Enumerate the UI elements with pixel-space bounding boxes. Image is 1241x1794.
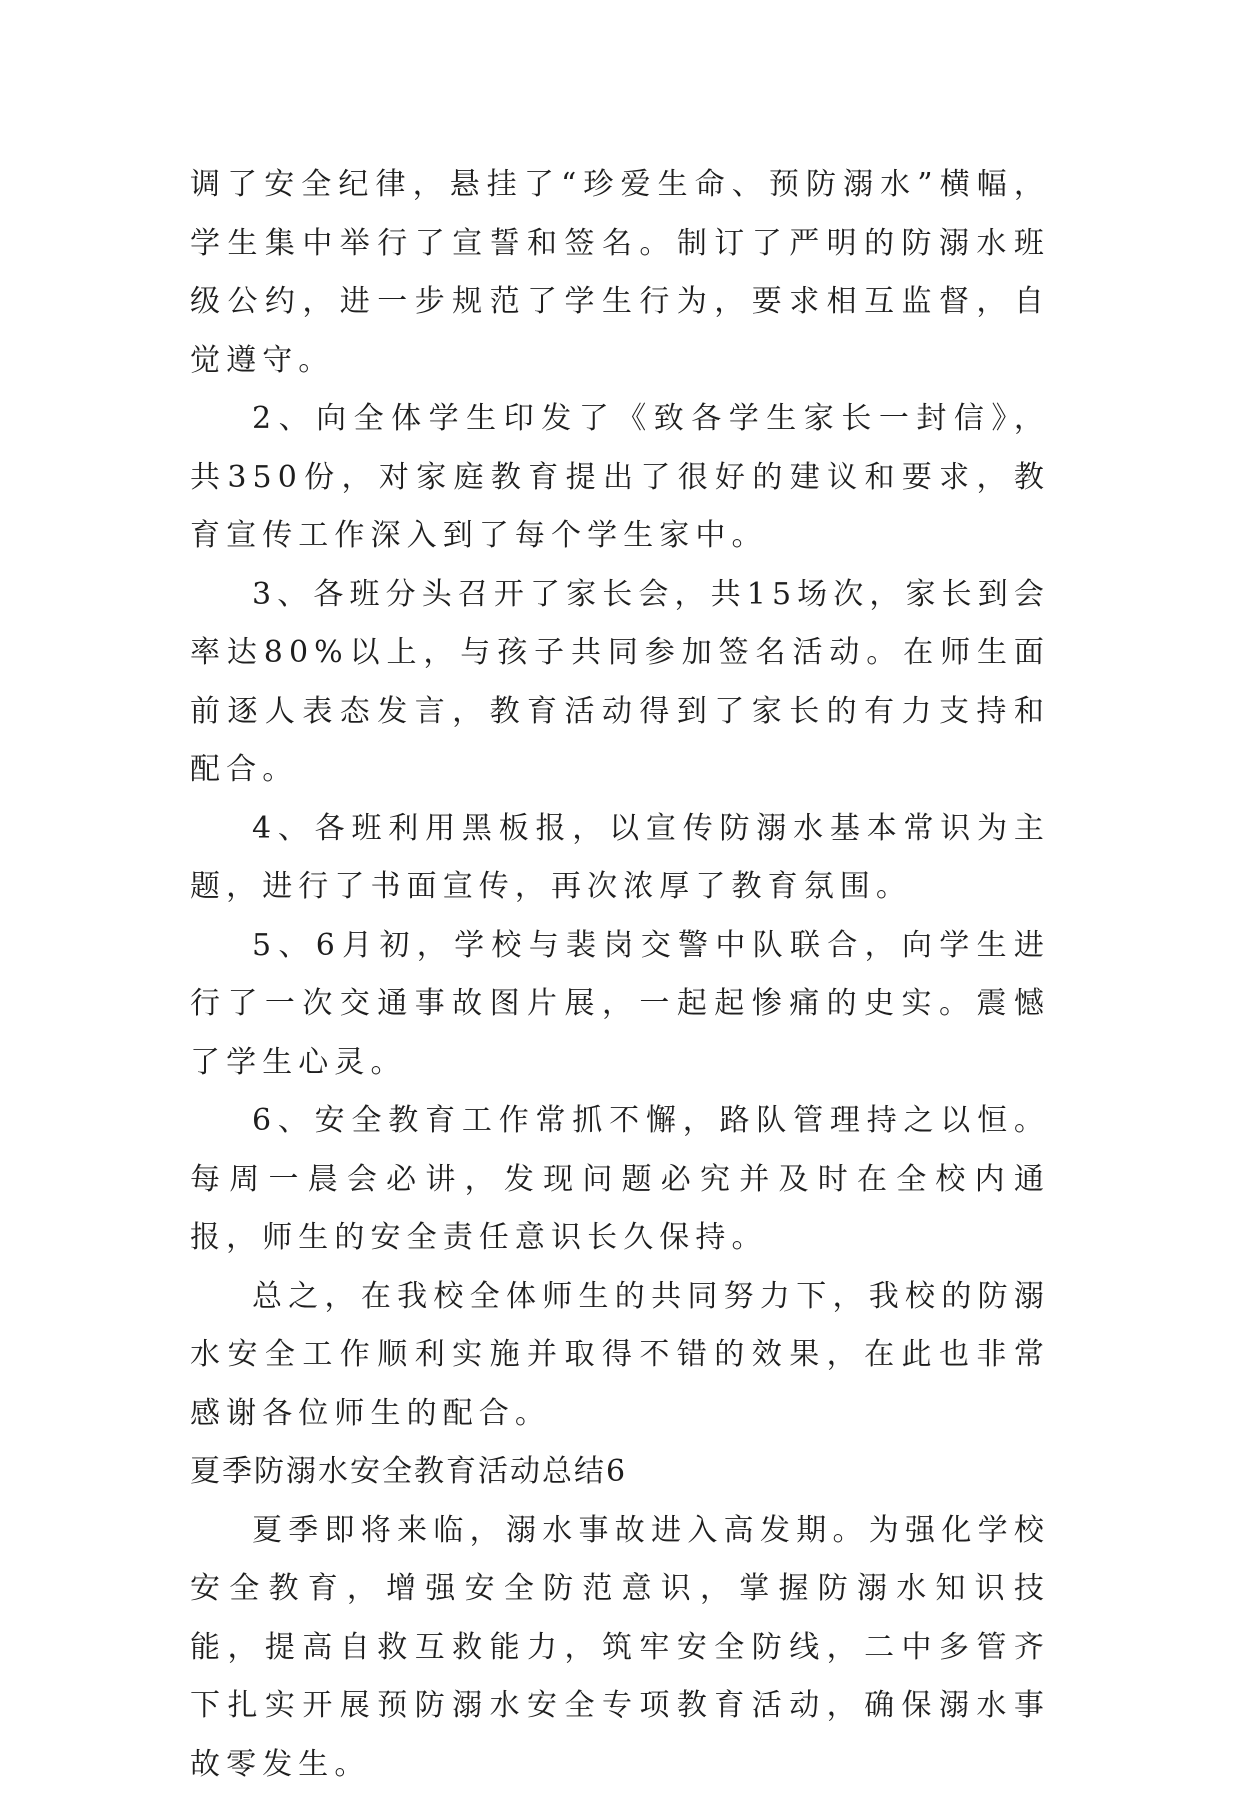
paragraph-parent-meetings: 3、各班分头召开了家长会，共15场次，家长到会率达80%以上，与孩子共同参加签名活动。在师生面前逐人表态发言，教育活动得到了家长的有力支持和配合。 [190, 566, 1050, 800]
paragraph-parent-letter: 2、向全体学生印发了《致各学生家长一封信》，共350份，对家庭教育提出了很好的建议和要求，教育宣传工作深入到了每个学生家中。 [190, 390, 1050, 566]
paragraph-summer-intro: 夏季即将来临，溺水事故进入高发期。为强化学校安全教育，增强安全防范意识，掌握防溺水知识技能，提高自救互救能力，筑牢安全防线，二中多管齐下扎实开展预防溺水安全专项教育活动，确保溺水事故零发生。 [190, 1502, 1050, 1794]
paragraph-conclusion: 总之，在我校全体师生的共同努力下，我校的防溺水安全工作顺利实施并取得不错的效果，在此也非常感谢各位师生的配合。 [190, 1268, 1050, 1444]
paragraph-blackboard: 4、各班利用黑板报，以宣传防溺水基本常识为主题，进行了书面宣传，再次浓厚了教育氛围。 [190, 800, 1050, 917]
document-body [190, 156, 1050, 1794]
paragraph-safety-discipline: 调了安全纪律，悬挂了“珍爱生命、预防溺水”横幅，学生集中举行了宣誓和签名。制订了严明的防溺水班级公约，进一步规范了学生行为，要求相互监督，自觉遵守。 [190, 156, 1050, 390]
paragraph-traffic-exhibition: 5、6月初，学校与裴岗交警中队联合，向学生进行了一次交通事故图片展，一起起惨痛的史实。震憾了学生心灵。 [190, 917, 1050, 1093]
section-heading: 夏季防溺水安全教育活动总结6 [190, 1443, 1050, 1502]
paragraph-ongoing-education: 6、安全教育工作常抓不懈，路队管理持之以恒。每周一晨会必讲，发现问题必究并及时在全校内通报，师生的安全责任意识长久保持。 [190, 1092, 1050, 1268]
